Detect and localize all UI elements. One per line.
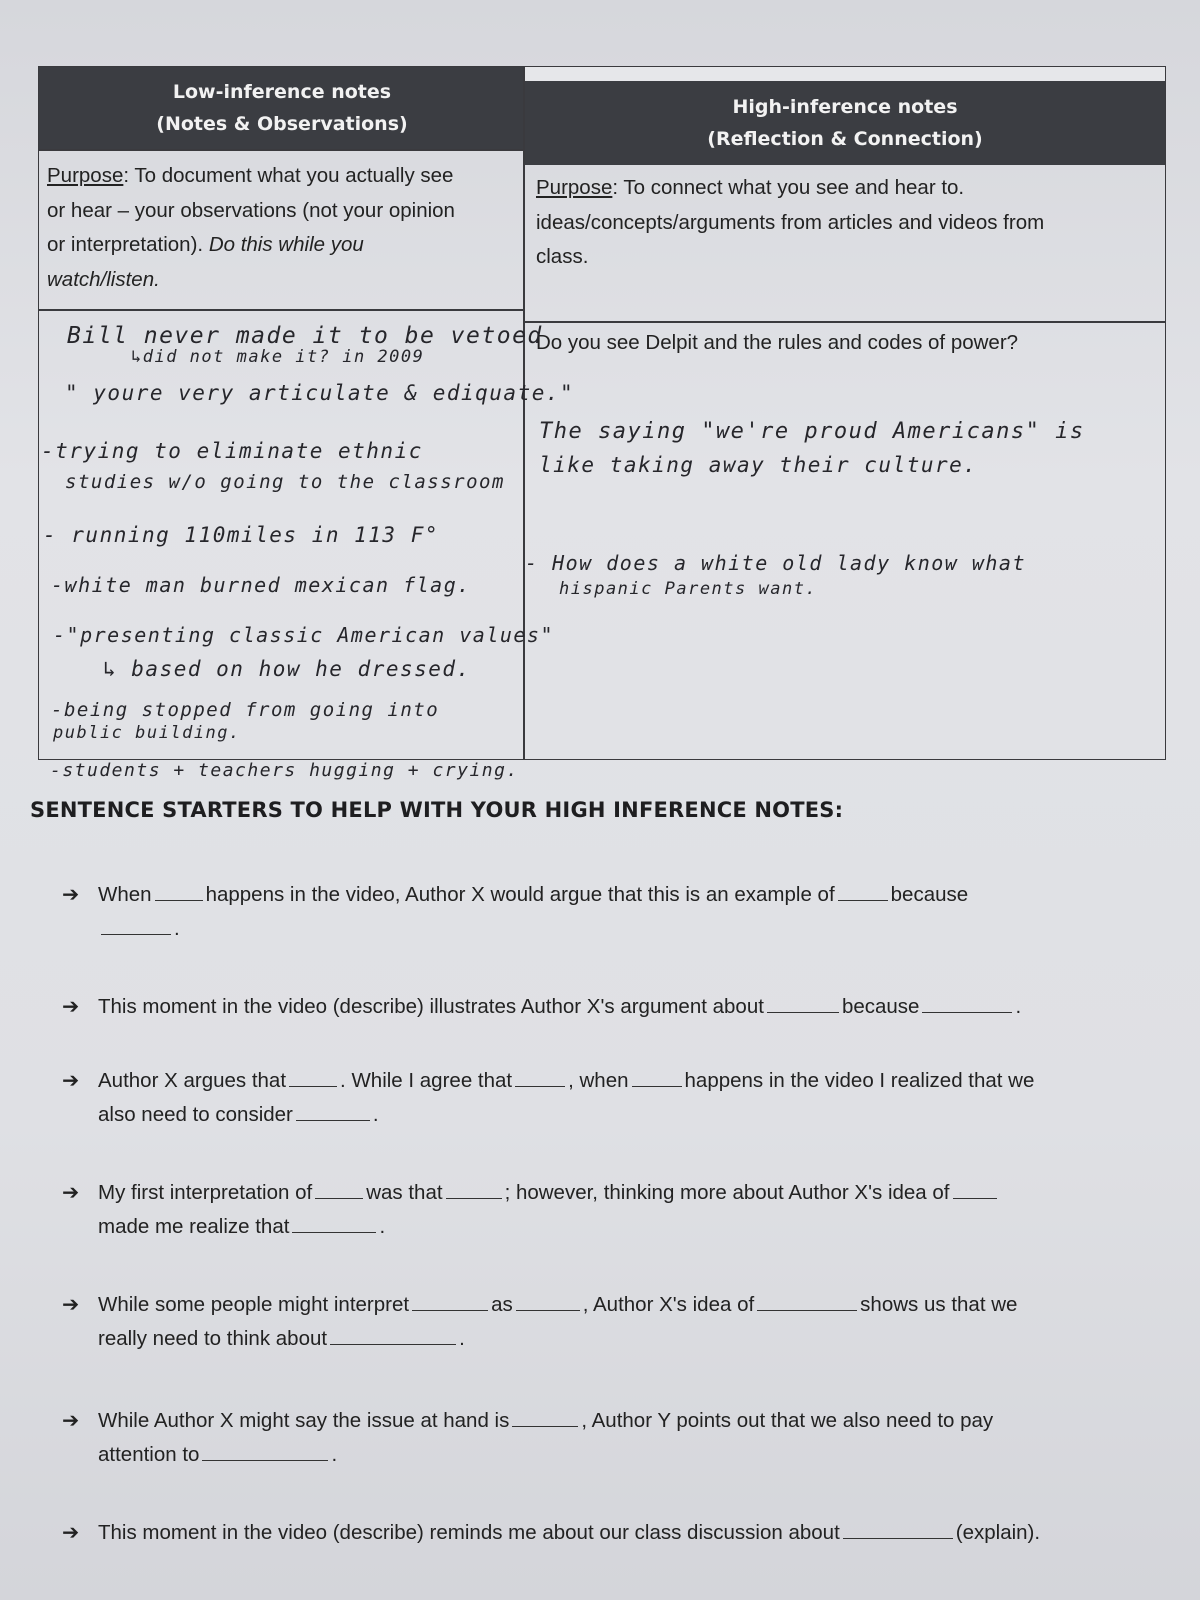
starter-5-text-d: shows us that we [860,1293,1018,1316]
note-running-miles: - running 110miles in 113 F° [43,523,440,547]
column-divider [523,67,525,759]
starter-4-text-b: was that [366,1181,443,1204]
delpit-question: Do you see Delpit and the rules and codes of power? [536,331,1019,354]
blank-line [289,1085,337,1087]
starter-4-text-c: ; however, thinking more about Author X's idea of [504,1181,950,1204]
starter-6-text-d: . [331,1443,338,1466]
blank-line [922,1011,1012,1013]
blank-line [202,1459,328,1461]
starter-6-text-c: attention to [98,1443,200,1466]
right-purpose-line3: class. [536,245,589,268]
blank-line [767,1011,839,1013]
starter-5-text-f: . [459,1327,465,1350]
blank-line [155,899,203,901]
arrow-icon: ➔ [62,1069,80,1092]
blank-line [446,1197,502,1199]
row-divider-right [525,321,1165,323]
blank-line [515,1085,565,1087]
note-ethnic-studies: studies w/o going to the classroom [65,471,505,493]
note-taking-culture: like taking away their culture. [539,453,978,477]
header-gap [525,67,1165,81]
arrow-icon: ➔ [62,1181,80,1204]
starter-4-text-d: made me realize that [98,1215,290,1238]
starter-2 [62,990,1180,1024]
blank-line [330,1343,456,1345]
arrow-icon: ➔ [62,1293,80,1316]
notes-table [38,66,1166,760]
high-inference-header [525,81,1165,165]
starter-5-text-e: really need to think about [98,1327,328,1350]
note-public-building: public building. [53,723,241,743]
note-hugging-crying: -students + teachers hugging + crying. [50,760,519,781]
starter-1-text-a: When [98,883,152,906]
right-purpose-line1: : To connect what you see and hear to. [612,176,965,199]
blank-line [838,899,888,901]
starter-7 [62,1516,1180,1550]
starter-1-text-d: . [174,917,180,940]
starter-6-text-a: While Author X might say the issue at hand is [98,1409,510,1432]
starter-1 [62,878,1180,946]
right-purpose-line2: ideas/concepts/arguments from articles and videos from [536,210,1045,234]
blank-line [315,1197,363,1199]
right-purpose [536,171,1161,275]
starter-3-text-b: . While I agree that [340,1069,513,1092]
note-how-he-dressed: ↳ based on how he dressed. [103,657,471,681]
blank-line [512,1425,578,1427]
starter-2-text-c: . [1015,995,1022,1018]
blank-line [757,1309,857,1311]
low-inference-subtitle: (Notes & Observations) [156,113,408,135]
left-purpose [47,159,517,297]
left-purpose-label: Purpose [47,164,124,187]
note-eliminate-ethnic: -trying to eliminate ethnic [41,439,423,463]
starter-6-text-b: , Author Y points out that we also need to pay [581,1409,994,1432]
note-proud-americans: The saying "we're proud Americans" is [539,419,1085,444]
starter-4 [62,1176,1180,1244]
starter-2-text-a: This moment in the video (describe) illustrates Author X's argument about [98,995,764,1018]
sentence-starters-title: SENTENCE STARTERS TO HELP WITH YOUR HIGH INFERENCE NOTES: [30,798,844,822]
starter-5-text-b: as [491,1293,513,1316]
starter-4-text-e: . [379,1215,386,1238]
starter-5-text-a: While some people might interpret [98,1293,410,1316]
high-inference-title: High-inference notes [732,96,958,118]
arrow-icon: ➔ [62,1409,80,1432]
starter-6 [62,1404,1180,1472]
blank-line [101,933,171,935]
note-white-old-lady: - How does a white old lady know what [525,551,1027,575]
starter-3-text-f: . [372,1103,379,1126]
blank-line [292,1231,376,1233]
left-purpose-line3b: Do this while you [208,233,364,256]
right-purpose-label: Purpose [536,176,613,199]
starter-5 [62,1288,1180,1356]
starter-3-text-c: , when [568,1069,629,1092]
starter-4-text-a: My first interpretation of [98,1181,313,1204]
note-did-not-make-it: ↳did not make it? in 2009 [131,347,425,367]
note-bill-vetoed: Bill never made it to be vetoed [67,323,543,349]
blank-line [412,1309,488,1311]
row-divider-left-2 [39,309,525,311]
starter-1-text-c: because [890,883,969,906]
arrow-icon: ➔ [62,1521,80,1544]
starter-3-text-e: also need to consider [98,1103,293,1126]
low-inference-header [39,67,525,149]
blank-line [296,1119,370,1121]
starter-2-text-b: because [841,995,920,1018]
left-purpose-line3a: or interpretation). [47,233,209,256]
note-hispanic-parents: hispanic Parents want. [559,579,818,599]
left-purpose-line2: or hear – your observations (not your opinion [47,198,455,222]
blank-line [516,1309,580,1311]
starter-7-text-b: (explain). [955,1521,1041,1544]
note-stopped-building: -being stopped from going into [51,699,440,721]
arrow-icon: ➔ [62,995,80,1018]
left-purpose-line1: : To document what you actually see [123,164,454,187]
starter-7-text-a: This moment in the video (describe) reminds me about our class discussion about [98,1521,840,1544]
left-purpose-line4: watch/listen. [47,267,160,291]
note-american-values: -"presenting classic American values" [53,623,555,647]
starter-1-text-b: happens in the video, Author X would argue that this is an example of [205,883,835,906]
blank-line [843,1537,953,1539]
arrow-icon: ➔ [62,883,80,906]
high-inference-subtitle: (Reflection & Connection) [707,128,983,150]
starter-5-text-c: , Author X's idea of [582,1293,755,1316]
blank-line [632,1085,682,1087]
note-burned-flag: -white man burned mexican flag. [51,573,471,597]
starter-3 [62,1064,1180,1132]
row-divider-left-1 [39,149,525,151]
blank-line [953,1197,997,1199]
note-articulate: " youre very articulate & ediquate." [65,381,575,405]
low-inference-title: Low-inference notes [172,81,392,103]
starter-3-text-a: Author X argues that [98,1069,287,1092]
starter-3-text-d: happens in the video I realized that we [684,1069,1035,1092]
